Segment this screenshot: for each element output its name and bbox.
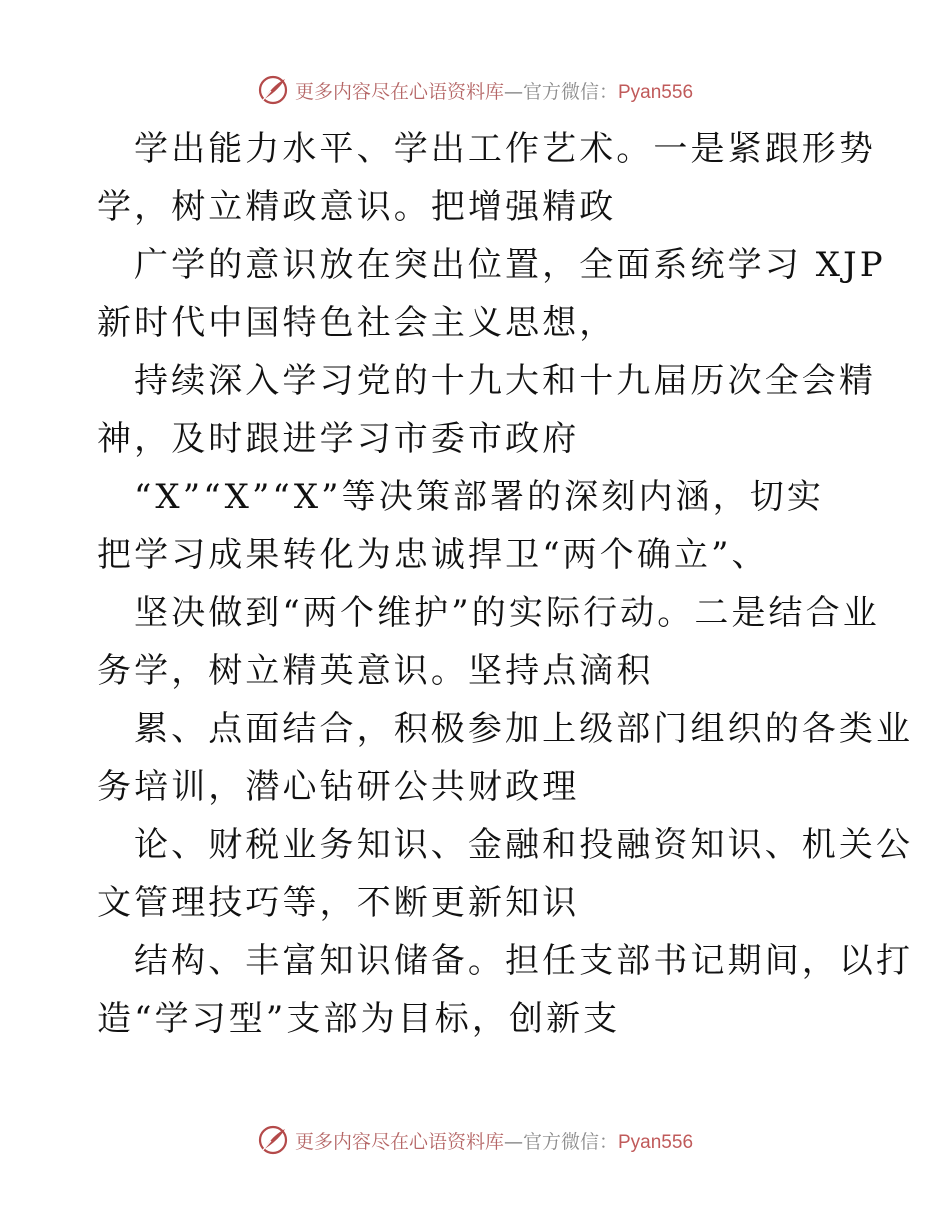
header-label: 官方微信：: [522, 80, 618, 103]
header-brand: 更多内容尽在心语资料库: [294, 80, 504, 103]
body-paragraph-line: [97, 178, 857, 236]
body-text-line: 新时代中国特色社会主义思想，: [97, 303, 617, 343]
quill-logo-icon: [257, 74, 289, 106]
body-paragraph-line: [97, 758, 857, 816]
body-text-line: 坚决做到“两个维护”的实际行动。二是结合业: [134, 593, 880, 633]
document-body: [97, 120, 914, 1048]
body-paragraph-line: [97, 526, 857, 584]
body-text-line: 造“学习型”支部为目标，创新支: [97, 999, 621, 1039]
body-paragraph-line: [97, 584, 880, 642]
body-paragraph-line: [97, 874, 857, 932]
body-text-line: 务学，树立精英意识。坚持点滴积: [97, 651, 654, 691]
footer-label: 官方微信：: [522, 1130, 618, 1153]
body-text-line: 务培训，潜心钻研公共财政理: [97, 767, 580, 807]
header-dash: —: [503, 80, 523, 103]
body-paragraph-line: [97, 642, 857, 700]
body-paragraph-line: [97, 236, 886, 294]
footer-watermark-text: [295, 1127, 693, 1154]
quill-logo-icon: [257, 1124, 289, 1156]
body-paragraph-line: [97, 700, 914, 758]
body-paragraph-line: [97, 932, 914, 990]
body-paragraph-line: [97, 410, 857, 468]
body-text-line: 文管理技巧等，不断更新知识: [97, 883, 580, 923]
footer-dash: —: [503, 1130, 523, 1153]
body-text-line: 把学习成果转化为忠诚捍卫“两个确立”、: [97, 535, 769, 575]
body-text-line: 广学的意识放在突出位置，全面系统学习 XJP: [134, 245, 886, 285]
body-text-line: 结构、丰富知识储备。担任支部书记期间，以打: [134, 941, 914, 981]
body-text-line: 持续深入学习党的十九大和十九届历次全会精: [134, 361, 876, 401]
body-text-line: 学出能力水平、学出工作艺术。一是紧跟形势: [134, 129, 876, 169]
body-text-line: “X”“X”“X”等决策部署的深刻内涵，切实: [134, 477, 824, 517]
footer-brand: 更多内容尽在心语资料库: [294, 1130, 504, 1153]
footer-id: Pyan556: [618, 1131, 694, 1153]
page-footer-watermark: [0, 1120, 950, 1160]
body-paragraph-line: [97, 120, 876, 178]
header-watermark-text: [295, 77, 693, 104]
body-text-line: 学，树立精政意识。把增强精政: [97, 187, 617, 227]
body-text-line: 论、财税业务知识、金融和投融资知识、机关公: [134, 825, 914, 865]
body-text-line: 累、点面结合，积极参加上级部门组织的各类业: [134, 709, 914, 749]
body-paragraph-line: [97, 294, 857, 352]
body-paragraph-line: [97, 352, 876, 410]
body-paragraph-line: [97, 816, 914, 874]
body-paragraph-line: [97, 990, 857, 1048]
body-paragraph-line: [97, 468, 857, 526]
page-header-watermark: [0, 70, 950, 110]
header-id: Pyan556: [618, 81, 694, 103]
body-text-line: 神，及时跟进学习市委市政府: [97, 419, 580, 459]
